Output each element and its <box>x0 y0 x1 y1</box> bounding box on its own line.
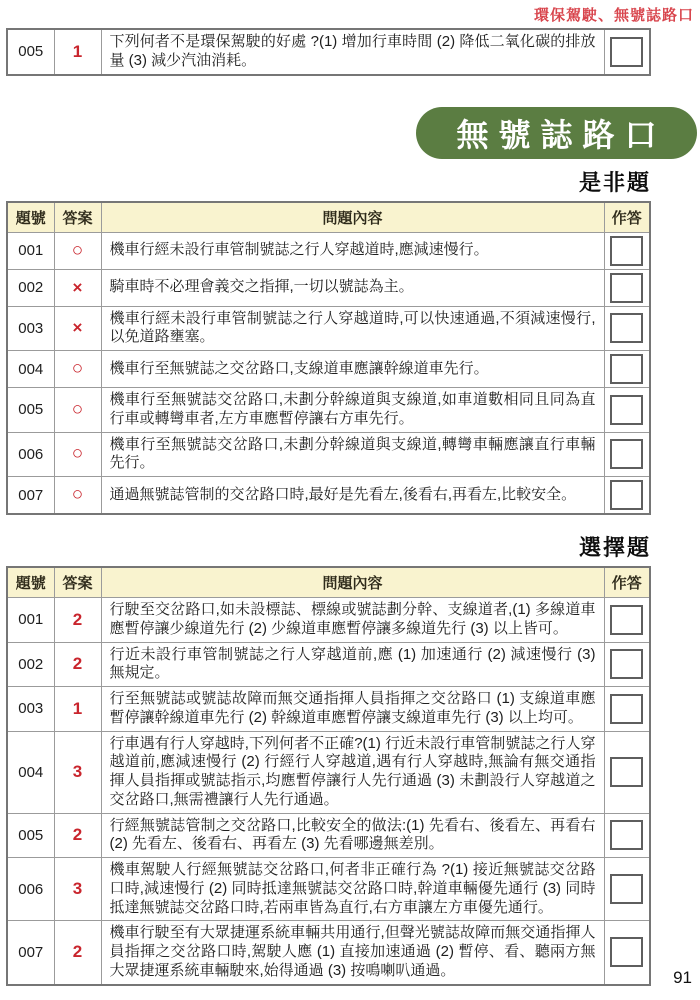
true-false-table <box>6 201 651 516</box>
question-number: 004 <box>7 731 54 813</box>
question-number: 005 <box>7 388 54 433</box>
answer-box[interactable] <box>610 694 643 724</box>
question-number: 007 <box>7 921 54 985</box>
question-text: 機車行經未設行車管制號誌之行人穿越道時,可以快速通過,不須減速慢行,以免道路壅塞。 <box>101 306 604 351</box>
true-false-section-label: 是非題 <box>578 169 651 195</box>
response-cell <box>604 858 650 921</box>
question-number: 003 <box>7 306 54 351</box>
question-number: 003 <box>7 687 54 732</box>
table-header-row <box>7 202 650 233</box>
question-text: 機車行至無號誌交岔路口,未劃分幹線道與支線道,如車道數相同且同為直行車或轉彎車者,左方車應暫停讓右方車先行。 <box>101 388 604 433</box>
page-number: 91 <box>673 968 692 987</box>
answer-box[interactable] <box>610 820 643 850</box>
question-text: 機車行經未設行車管制號誌之行人穿越道時,應減速慢行。 <box>101 232 604 269</box>
column-header-answer: 答案 <box>54 567 101 598</box>
response-cell <box>604 351 650 388</box>
question-text: 機車行至無號誌交岔路口,未劃分幹線道與支線道,轉彎車輛應讓直行車輛先行。 <box>101 432 604 477</box>
column-header-answer: 答案 <box>54 202 101 233</box>
answer-value: ○ <box>54 477 101 515</box>
answer-box[interactable] <box>610 480 643 510</box>
question-text: 行至無號誌或號誌故障而無交通指揮人員指揮之交岔路口 (1) 支線道車應暫停讓幹線道車先行 (2) 幹線道車應暫停讓支線道車先行 (3) 以上均可。 <box>101 687 604 732</box>
table-row <box>7 921 650 985</box>
carryover-question-table <box>6 28 651 76</box>
table-row <box>7 232 650 269</box>
table-row <box>7 388 650 433</box>
column-header-response: 作答 <box>604 202 650 233</box>
answer-value: 2 <box>54 642 101 687</box>
table-row <box>7 432 650 477</box>
answer-value: ○ <box>54 388 101 433</box>
question-text: 下列何者不是環保駕駛的好處 ?(1) 增加行車時間 (2) 降低二氧化碳的排放量 (3) 減少汽油消耗。 <box>101 29 604 75</box>
question-text: 行近未設行車管制號誌之行人穿越道前,應 (1) 加速通行 (2) 減速慢行 (3) 無規定。 <box>101 642 604 687</box>
table-row <box>7 598 650 643</box>
question-number: 006 <box>7 432 54 477</box>
multiple-choice-section-label: 選擇題 <box>578 535 651 560</box>
answer-value: ○ <box>54 432 101 477</box>
answer-value: × <box>54 269 101 306</box>
table-row <box>7 813 650 858</box>
question-number: 002 <box>7 642 54 687</box>
section-banner: 無號誌路口 <box>416 107 697 159</box>
table-row <box>7 351 650 388</box>
answer-box[interactable] <box>610 236 643 266</box>
question-text: 機車行至無號誌之交岔路口,支線道車應讓幹線道車先行。 <box>101 351 604 388</box>
question-text: 行經無號誌管制之交岔路口,比較安全的做法:(1) 先看右、後看左、再看右 (2) 先看左、後看右、再看左 (3) 先看哪邊無差別。 <box>101 813 604 858</box>
answer-value: ○ <box>54 232 101 269</box>
question-number: 005 <box>7 29 54 75</box>
column-header-number: 題號 <box>7 567 54 598</box>
response-cell <box>604 813 650 858</box>
answer-value: ○ <box>54 351 101 388</box>
question-text: 行車遇有行人穿越時,下列何者不正確?(1) 行近未設行車管制號誌之行人穿越道前,應減速慢行 (2) 行經行人穿越道,遇有行人穿越時,無論有無交通指揮人員指揮或號誌指示,均應暫停讓行人先行通過 (3) 未劃設行人穿越道之交岔路口,無需禮讓行人先行通過。 <box>101 731 604 813</box>
question-text: 騎車時不必理會義交之指揮,一切以號誌為主。 <box>101 269 604 306</box>
answer-box[interactable] <box>610 649 643 679</box>
table-row <box>7 306 650 351</box>
question-text: 行駛至交岔路口,如未設標誌、標線或號誌劃分幹、支線道者,(1) 多線道車應暫停讓少線道先行 (2) 少線道車應暫停讓多線道先行 (3) 以上皆可。 <box>101 598 604 643</box>
question-number: 007 <box>7 477 54 515</box>
response-cell <box>604 598 650 643</box>
response-cell <box>604 232 650 269</box>
response-cell <box>604 269 650 306</box>
table-row <box>7 642 650 687</box>
response-cell <box>604 306 650 351</box>
table-row <box>7 29 650 75</box>
table-row <box>7 477 650 515</box>
question-number: 004 <box>7 351 54 388</box>
question-number: 001 <box>7 598 54 643</box>
table-header-row <box>7 567 650 598</box>
answer-box[interactable] <box>610 395 643 425</box>
table-row <box>7 731 650 813</box>
answer-value: × <box>54 306 101 351</box>
answer-box[interactable] <box>610 354 643 384</box>
response-cell <box>604 29 650 75</box>
response-cell <box>604 921 650 985</box>
column-header-content: 問題內容 <box>101 567 604 598</box>
question-text: 通過無號誌管制的交岔路口時,最好是先看左,後看右,再看左,比較安全。 <box>101 477 604 515</box>
answer-box[interactable] <box>610 313 643 343</box>
answer-box[interactable] <box>610 937 643 967</box>
column-header-content: 問題內容 <box>101 202 604 233</box>
answer-value: 1 <box>54 29 101 75</box>
column-header-response: 作答 <box>604 567 650 598</box>
response-cell <box>604 642 650 687</box>
question-text: 機車行駛至有大眾捷運系統車輛共用通行,但聲光號誌故障而無交通指揮人員指揮之交岔路口時,駕駛人應 (1) 直接加速通過 (2) 暫停、看、聽兩方無大眾捷運系統車輛駛來,始得通過 (3) 按鳴喇叭通過。 <box>101 921 604 985</box>
question-number: 005 <box>7 813 54 858</box>
answer-value: 3 <box>54 858 101 921</box>
response-cell <box>604 477 650 515</box>
answer-box[interactable] <box>610 757 643 787</box>
table-row <box>7 269 650 306</box>
answer-value: 2 <box>54 813 101 858</box>
response-cell <box>604 687 650 732</box>
question-number: 001 <box>7 232 54 269</box>
answer-box[interactable] <box>610 874 643 904</box>
table-row <box>7 858 650 921</box>
answer-box[interactable] <box>610 273 643 303</box>
answer-box[interactable] <box>610 439 643 469</box>
response-cell <box>604 731 650 813</box>
answer-value: 1 <box>54 687 101 732</box>
question-text: 機車駕駛人行經無號誌交岔路口,何者非正確行為 ?(1) 接近無號誌交岔路口時,減速慢行 (2) 同時抵達無號誌交岔路口時,幹道車輛優先通行 (3) 同時抵達無號誌交岔路口時,若兩車皆為直行,右方車讓左方車優先通行。 <box>101 858 604 921</box>
table-row <box>7 687 650 732</box>
column-header-number: 題號 <box>7 202 54 233</box>
answer-value: 2 <box>54 921 101 985</box>
answer-box[interactable] <box>610 605 643 635</box>
chapter-header-label: 環保駕駛、無號誌路口 <box>533 7 694 24</box>
response-cell <box>604 432 650 477</box>
answer-value: 3 <box>54 731 101 813</box>
question-number: 006 <box>7 858 54 921</box>
multiple-choice-table <box>6 566 651 986</box>
response-cell <box>604 388 650 433</box>
answer-value: 2 <box>54 598 101 643</box>
answer-box[interactable] <box>610 37 643 67</box>
question-number: 002 <box>7 269 54 306</box>
